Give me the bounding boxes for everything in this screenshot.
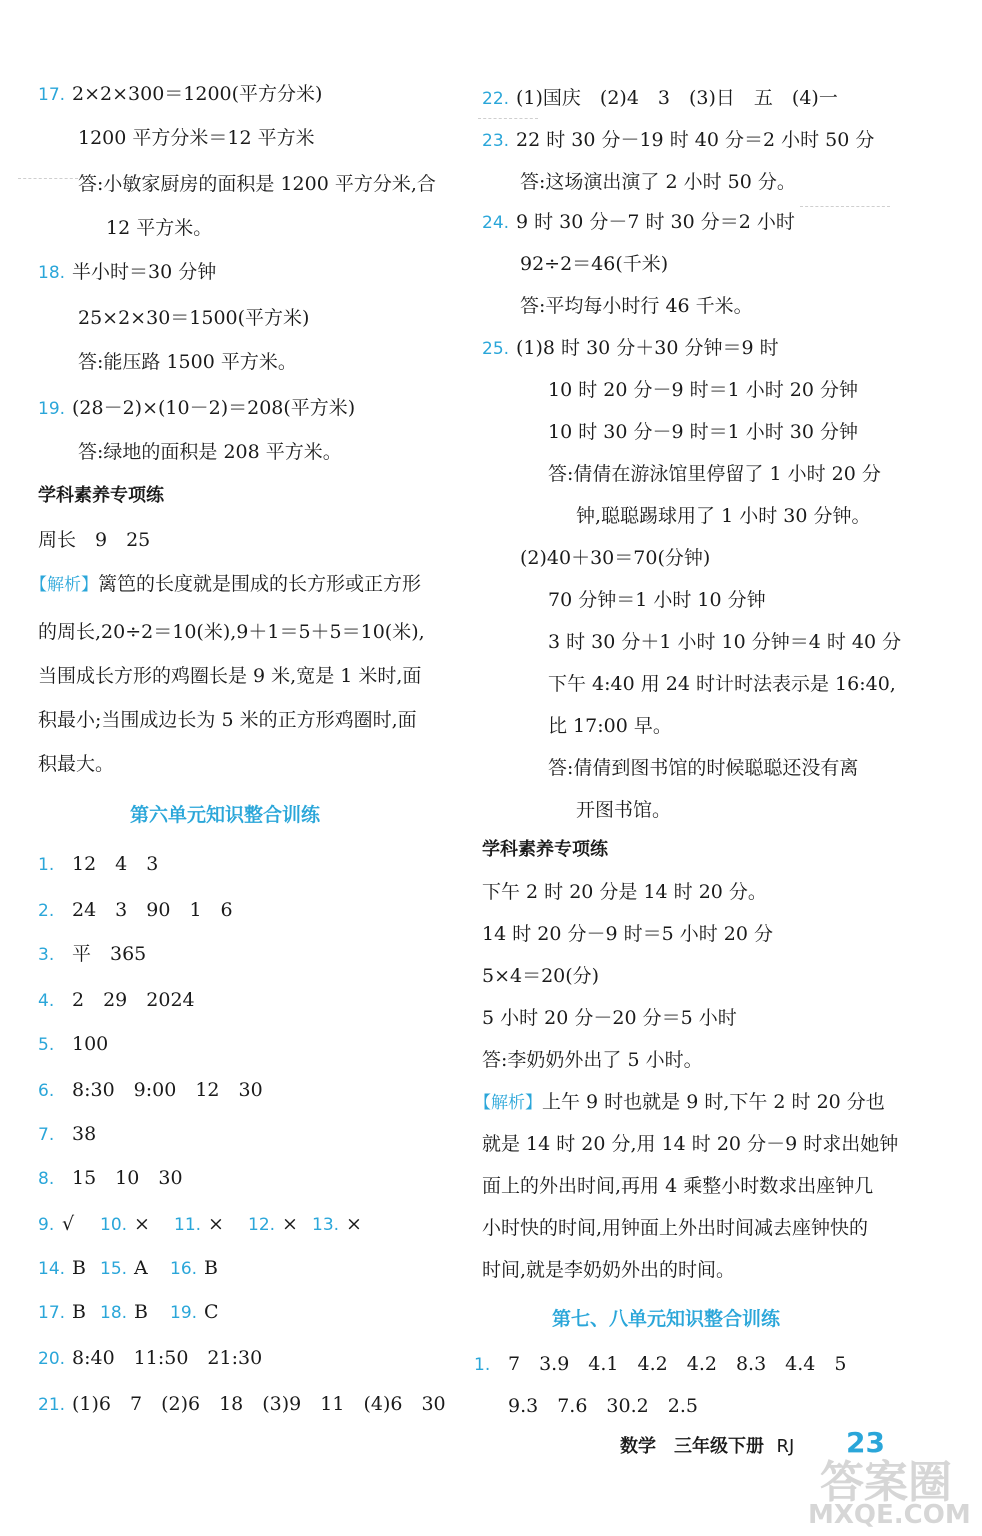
q19-line2: 答:绿地的面积是 208 平方米。 [78,441,342,463]
q17-line2: 1200 平方分米＝12 平方米 [78,127,315,149]
analysis-tag: 【解析】 [30,575,98,595]
q23-line2: 答:这场演出演了 2 小时 50 分。 [520,171,796,193]
q25-line11: 答:倩倩到图书馆的时候聪聪还没有离 [548,757,859,779]
q25-line8: 3 时 30 分＋1 小时 10 分钟＝4 时 40 分 [548,631,902,653]
skill-right-line2: 14 时 20 分－9 时＝5 小时 20 分 [482,923,773,945]
q25-line2: 10 时 20 分－9 时＝1 小时 20 分钟 [548,379,858,401]
q25-line7: 70 分钟＝1 小时 10 分钟 [548,589,766,611]
skill-heading-left: 学科素养专项练 [38,485,164,506]
q24-line2: 92÷2＝46(千米) [520,253,669,275]
q18-line1: 18. 半小时＝30 分钟 [38,261,217,283]
analysis-left-line4: 积最小;当围成边长为 5 米的正方形鸡圈时,面 [38,709,417,731]
answer-6: 6. 8:30 9:00 12 30 [38,1079,263,1101]
skill-heading-right: 学科素养专项练 [482,839,608,860]
analysis-right-line1: 【解析】上午 9 时也就是 9 时,下午 2 时 20 分也 [474,1091,885,1113]
q19-number: 19. [38,399,66,419]
answer-17: 17. B [38,1301,86,1323]
answer-14: 14. B [38,1257,86,1279]
q17-line4: 12 平方米。 [106,217,213,239]
q18-line2: 25×2×30＝1500(平方米) [78,307,310,329]
page-number: 23 [846,1426,885,1459]
q22: 22. (1)国庆 (2)4 3 (3)日 五 (4)一 [482,87,838,109]
analysis-right-line3: 面上的外出时间,再用 4 乘整小时数求出座钟几 [482,1175,874,1197]
q25-line9: 下午 4:40 用 24 时计时法表示是 16:40, [548,673,896,695]
q25-line5: 钟,聪聪踢球用了 1 小时 30 分钟。 [576,505,871,527]
analysis-right-line2: 就是 14 时 20 分,用 14 时 20 分－9 时求出她钟 [482,1133,899,1155]
answer-7: 7. 38 [38,1123,97,1145]
q25-line6: (2)40＋30＝70(分钟) [520,547,711,569]
answer-5: 5. 100 [38,1033,109,1055]
watermark-url: MXQE.COM [808,1500,971,1530]
section-6-title: 第六单元知识整合训练 [130,804,321,826]
q18-number: 18. [38,263,66,283]
analysis-left-line3: 当围成长方形的鸡圈长是 9 米,宽是 1 米时,面 [38,665,422,687]
answer-20: 20. 8:40 11:50 21:30 [38,1347,263,1369]
q17-number: 17. [38,85,66,105]
divider [478,118,538,119]
analysis-right-line4: 小时快的时间,用钟面上外出时间减去座钟快的 [482,1217,869,1239]
answers-9-13 [38,1212,362,1237]
analysis-tag: 【解析】 [474,1093,542,1113]
footer-edition: RJ [776,1436,795,1457]
answer-21: 21. (1)6 7 (2)6 18 (3)9 11 (4)6 30 [38,1393,446,1415]
answer-18: 18. B [100,1301,148,1323]
skill-right-line5: 答:李奶奶外出了 5 小时。 [482,1049,703,1071]
answer-3: 3. 平 365 [38,943,147,965]
q25-line3: 10 时 30 分－9 时＝1 小时 30 分钟 [548,421,858,443]
answer-19: 19. C [170,1301,219,1323]
answers-17-19 [38,1300,219,1325]
divider [800,206,890,207]
answer-12: 12. × [248,1213,298,1235]
divider [18,178,78,179]
q25-line12: 开图书馆。 [576,799,672,821]
q17-line3: 答:小敏家厨房的面积是 1200 平方分米,合 [78,173,436,195]
section-78-title: 第七、八单元知识整合训练 [552,1308,781,1330]
skill-answer-left: 周长 9 25 [38,529,151,551]
q25-line1: 25. (1)8 时 30 分＋30 分钟＝9 时 [482,337,779,359]
answer-4: 4. 2 29 2024 [38,989,195,1011]
watermark-logo: 答案圈 [820,1457,952,1508]
skill-right-line4: 5 小时 20 分－20 分＝5 小时 [482,1007,737,1029]
analysis-left-line5: 积最大。 [38,753,115,775]
skill-right-line3: 5×4＝20(分) [482,965,600,987]
answers-14-16 [38,1256,218,1281]
analysis-left-line2: 的周长,20÷2＝10(米),9＋1＝5＋5＝10(米), [38,621,425,643]
q25-line10: 比 17:00 早。 [548,715,672,737]
analysis-left-line1: 【解析】篱笆的长度就是围成的长方形或正方形 [30,573,422,595]
q17-line1: 17. 2×2×300＝1200(平方分米) [38,83,323,105]
answer-10: 10. × [100,1213,150,1235]
s78-answer-1-line1: 1. 7 3.9 4.1 4.2 4.2 8.3 4.4 5 [474,1353,847,1375]
q18-line3: 答:能压路 1500 平方米。 [78,351,297,373]
answer-11: 11. × [174,1213,224,1235]
answer-1: 1. 12 4 3 [38,853,159,875]
q19-line1: 19. (28－2)×(10－2)＝208(平方米) [38,397,356,419]
answer-15: 15. A [100,1257,148,1279]
q24-line1: 24. 9 时 30 分－7 时 30 分＝2 小时 [482,211,795,233]
answer-13: 13. × [312,1213,362,1235]
footer-subject: 数学 三年级下册 RJ [620,1436,795,1457]
answer-8: 8. 15 10 30 [38,1167,183,1189]
q25-line4: 答:倩倩在游泳馆里停留了 1 小时 20 分 [548,463,881,485]
q23-line1: 23. 22 时 30 分－19 时 40 分＝2 小时 50 分 [482,129,875,151]
s78-answer-1-line2: 9.3 7.6 30.2 2.5 [508,1395,698,1417]
analysis-right-line5: 时间,就是李奶奶外出的时间。 [482,1259,736,1281]
answer-16: 16. B [170,1257,218,1279]
answer-9: 9. √ [38,1213,75,1235]
answer-2: 2. 24 3 90 1 6 [38,899,233,921]
q24-line3: 答:平均每小时行 46 千米。 [520,295,753,317]
skill-right-line1: 下午 2 时 20 分是 14 时 20 分。 [482,881,767,903]
